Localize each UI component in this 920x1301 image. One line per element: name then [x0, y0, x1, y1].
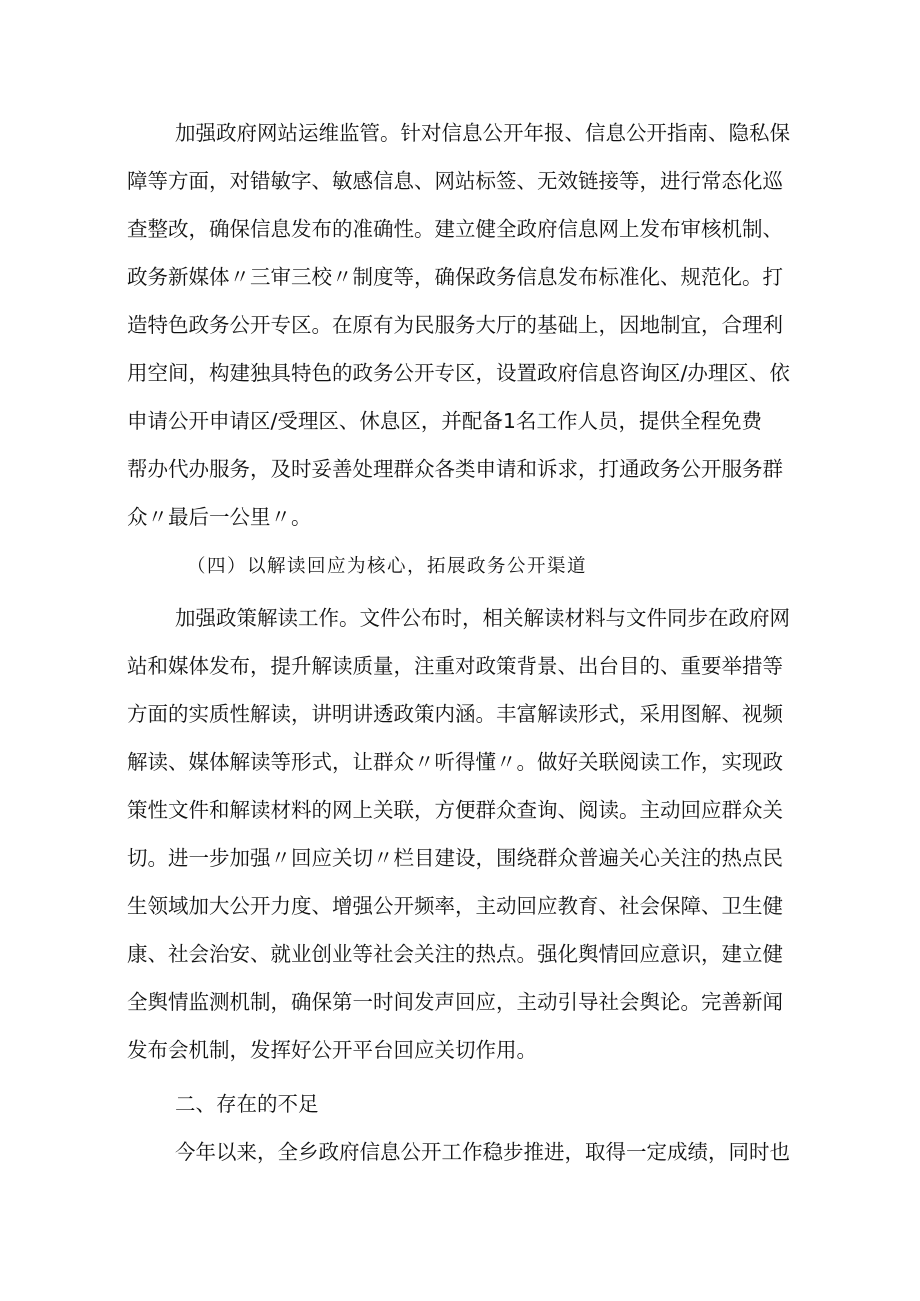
paragraph-line: 政务新媒体〃三审三校〃制度等，确保政务信息发布标准化、规范化。打: [127, 265, 783, 289]
paragraph-line: 众〃最后一公里〃。: [127, 505, 312, 529]
paragraph-line: 加强政策解读工作。文件公布时，相关解读材料与文件同步在政府网: [175, 606, 790, 630]
paragraph-line: 切。进一步加强〃回应关切〃栏目建设，围绕群众普遍关心关注的热点民: [127, 846, 783, 870]
paragraph-line: 解读、媒体解读等形式，让群众〃听得懂〃。做好关联阅读工作，实现政: [127, 750, 783, 774]
paragraph-line: 生领域加大公开力度、增强公开频率，主动回应教育、社会保障、卫生健: [127, 894, 783, 918]
paragraph-line: 今年以来，全乡政府信息公开工作稳步推进，取得一定成绩，同时也: [175, 1140, 790, 1164]
paragraph-line: 障等方面，对错敏字、敏感信息、网站标签、无效链接等，进行常态化巡: [127, 169, 783, 193]
paragraph-line: 帮办代办服务，及时妥善处理群众各类申请和诉求，打通政务公开服务群: [127, 457, 783, 481]
paragraph-line: 发布会机制，发挥好公开平台回应关切作用。: [127, 1038, 537, 1062]
paragraph-line: 造特色政务公开专区。在原有为民服务大厅的基础上，因地制宜，合理利: [127, 313, 783, 337]
paragraph-line: 方面的实质性解读，讲明讲透政策内涵。丰富解读形式，采用图解、视频: [127, 702, 783, 726]
paragraph-line: 康、社会治安、就业创业等社会关注的热点。强化舆情回应意识，建立健: [127, 942, 783, 966]
section-heading: 二、存在的不足: [175, 1092, 319, 1116]
paragraph-line: 查整改，确保信息发布的准确性。建立健全政府信息网上发布审核机制、: [127, 217, 783, 241]
paragraph-line: 全舆情监测机制，确保第一时间发声回应，主动引导社会舆论。完善新闻: [127, 990, 783, 1014]
section-heading: （四）以解读回应为核心，拓展政务公开渠道: [187, 556, 588, 577]
paragraph-line: 加强政府网站运维监管。针对信息公开年报、信息公开指南、隐私保: [175, 121, 790, 145]
paragraph-line: 策性文件和解读材料的网上关联，方便群众查询、阅读。主动回应群众关: [127, 798, 783, 822]
paragraph-line: 站和媒体发布，提升解读质量，注重对政策背景、出台目的、重要举措等: [127, 654, 783, 678]
paragraph-line: 申请公开申请区/受理区、休息区，并配备1名工作人员，提供全程免费: [127, 409, 762, 433]
paragraph-line: 用空间，构建独具特色的政务公开专区，设置政府信息咨询区/办理区、依: [127, 361, 790, 385]
